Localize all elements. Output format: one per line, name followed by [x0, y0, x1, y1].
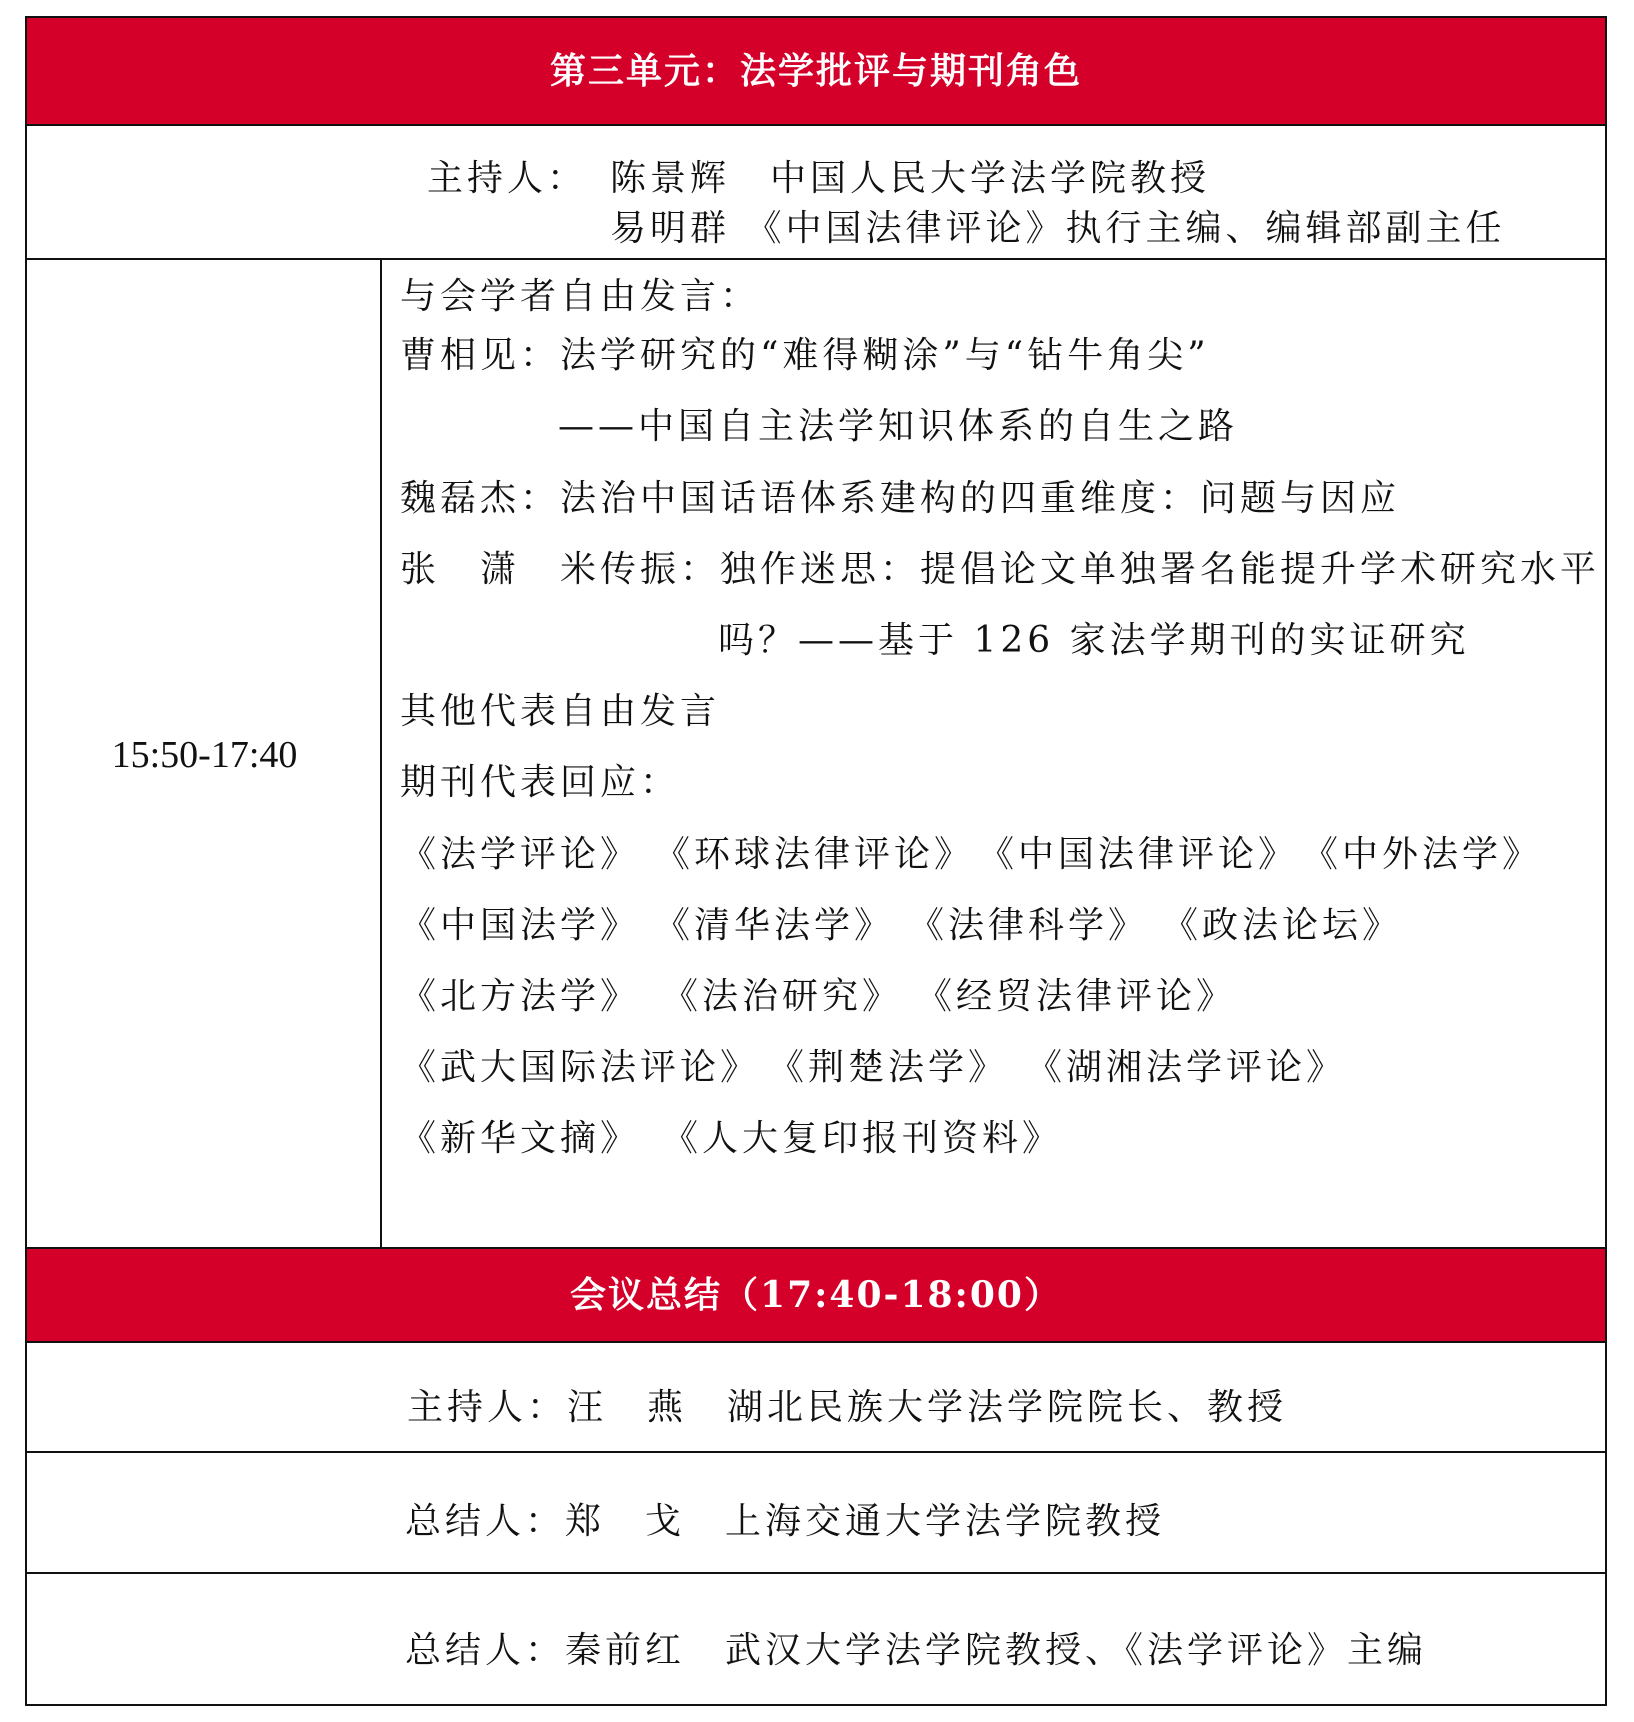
speech-2-title: 魏磊杰：法治中国话语体系建构的四重维度：问题与因应	[400, 478, 1401, 519]
summarizer-2-row	[27, 1574, 1605, 1704]
summary-host: 主持人：汪 燕 湖北民族大学法学院院长、教授	[407, 1387, 1288, 1428]
speech-1-title: 曹相见：法学研究的“难得糊涂”与“钻牛角尖”	[400, 335, 1210, 376]
speech-1-subtitle: ——中国自主法学知识体系的自生之路	[558, 406, 1239, 447]
session-content	[382, 260, 1605, 1247]
free-speech-heading: 与会学者自由发言：	[400, 276, 761, 317]
speech-3-subtitle: 吗？——基于 126 家法学期刊的实证研究	[718, 620, 1470, 661]
speech-3-title: 张 潇 米传振：独作迷思：提倡论文单独署名能提升学术研究水平	[400, 549, 1601, 590]
journal-item: 《法治研究》	[662, 976, 903, 1017]
journal-item: 《法律科学》	[908, 905, 1149, 946]
time-cell	[27, 260, 382, 1247]
agenda-table	[25, 16, 1607, 1706]
others-speech: 其他代表自由发言	[400, 691, 721, 732]
journal-item: 《法学评论》	[400, 834, 641, 875]
journal-item: 《湖湘法学评论》	[1026, 1047, 1347, 1088]
summarizer-1: 总结人：郑 戈 上海交通大学法学院教授	[405, 1501, 1166, 1542]
journal-item: 《清华法学》	[654, 905, 895, 946]
unit3-title: 第三单元：法学批评与期刊角色	[27, 18, 1605, 126]
summary-host-row	[27, 1343, 1605, 1453]
summarizer-1-row	[27, 1453, 1605, 1574]
journals-heading: 期刊代表回应：	[400, 762, 681, 803]
host-a: 陈景辉 中国人民大学法学院教授	[610, 158, 1211, 199]
summary-title: 会议总结（17:40-18:00）	[27, 1249, 1605, 1343]
session-time: 15:50-17:40	[111, 734, 298, 776]
summarizer-2: 总结人：秦前红 武汉大学法学院教授、《法学评论》主编	[405, 1630, 1428, 1671]
journal-item: 《中外法学》	[1302, 834, 1543, 875]
journal-item: 《环球法律评论》	[654, 834, 975, 875]
journal-item: 《经贸法律评论》	[916, 976, 1237, 1017]
unit3-host-row	[27, 126, 1605, 260]
journal-item: 《北方法学》	[400, 976, 641, 1017]
host-b: 易明群 《中国法律评论》执行主编、编辑部副主任	[610, 208, 1506, 249]
journal-item: 《荆楚法学》	[768, 1047, 1009, 1088]
journal-item: 《人大复印报刊资料》	[662, 1118, 1063, 1159]
journal-item: 《中国法学》	[400, 905, 641, 946]
journal-item: 《新华文摘》	[400, 1118, 641, 1159]
journal-item: 《武大国际法评论》	[400, 1047, 761, 1088]
journal-item: 《政法论坛》	[1162, 905, 1403, 946]
host-label: 主持人：	[427, 158, 588, 199]
journal-item: 《中国法律评论》	[978, 834, 1299, 875]
unit3-session-row	[27, 260, 1605, 1249]
